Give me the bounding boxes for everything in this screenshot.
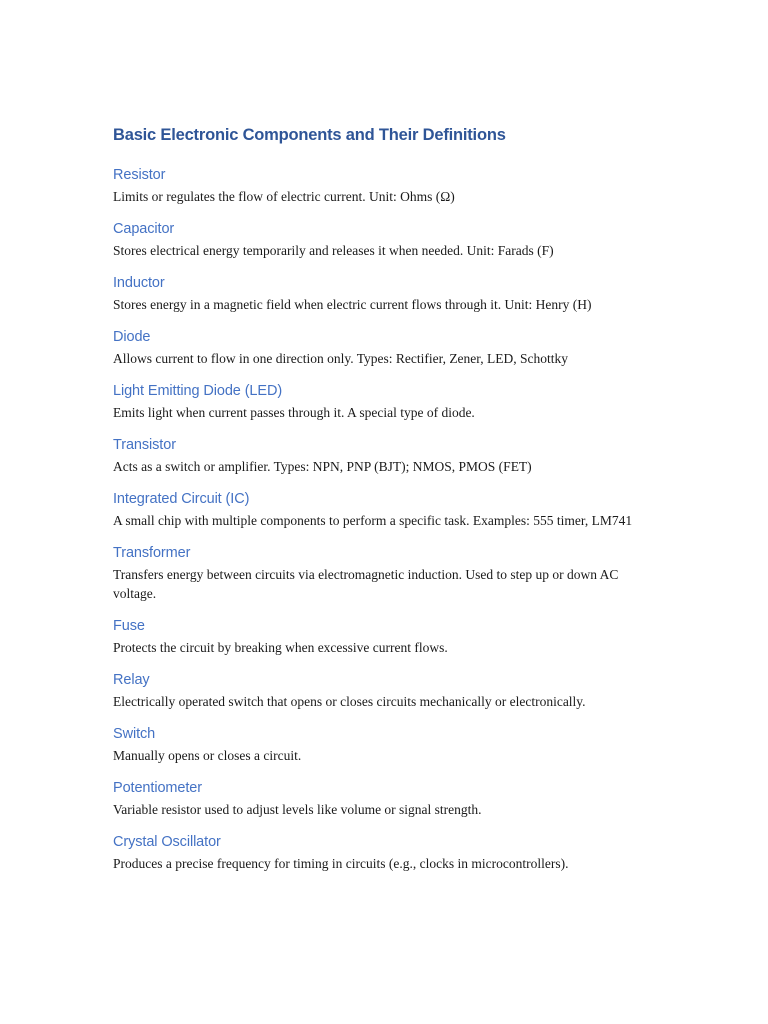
entry-transformer — [113, 543, 658, 603]
entry-relay — [113, 670, 658, 711]
entry-definition: Protects the circuit by breaking when excessive current flows. — [113, 640, 448, 655]
entry-heading: Fuse — [113, 618, 145, 634]
entry-definition: Emits light when current passes through it. A special type of diode. — [113, 405, 475, 420]
document-title: Basic Electronic Components and Their Definitions — [113, 126, 506, 144]
entry-heading: Integrated Circuit (IC) — [113, 491, 250, 507]
entry-crystal-oscillator — [113, 832, 658, 873]
entry-definition: Allows current to flow in one direction only. Types: Rectifier, Zener, LED, Schottky — [113, 351, 568, 366]
entry-switch — [113, 724, 658, 765]
entry-led — [113, 381, 658, 422]
entry-definition: Stores electrical energy temporarily and releases it when needed. Unit: Farads (F) — [113, 243, 554, 258]
entry-heading: Potentiometer — [113, 780, 202, 796]
entry-potentiometer — [113, 778, 658, 819]
entry-definition: Electrically operated switch that opens or closes circuits mechanically or electronically. — [113, 694, 586, 709]
entry-heading: Switch — [113, 726, 156, 742]
entry-heading: Resistor — [113, 167, 166, 183]
entry-definition: Produces a precise frequency for timing in circuits (e.g., clocks in microcontrollers). — [113, 856, 569, 871]
entry-heading: Inductor — [113, 275, 165, 291]
entry-definition: Variable resistor used to adjust levels like volume or signal strength. — [113, 802, 482, 817]
entry-definition: Limits or regulates the flow of electric current. Unit: Ohms (Ω) — [113, 189, 455, 204]
entry-integrated-circuit — [113, 489, 658, 530]
entry-heading: Transistor — [113, 437, 176, 453]
entry-heading: Crystal Oscillator — [113, 834, 221, 850]
entry-transistor — [113, 435, 658, 476]
entry-diode — [113, 327, 658, 368]
entry-heading: Light Emitting Diode (LED) — [113, 383, 283, 399]
entry-definition: Stores energy in a magnetic field when electric current flows through it. Unit: Henry (H) — [113, 297, 592, 312]
document-page — [113, 123, 658, 886]
entry-definition: Transfers energy between circuits via electromagnetic induction. Used to step up or down AC voltage. — [113, 567, 619, 601]
entry-inductor — [113, 273, 658, 314]
entry-definition: A small chip with multiple components to perform a specific task. Examples: 555 timer, LM741 — [113, 513, 633, 528]
entry-resistor — [113, 165, 658, 206]
entry-capacitor — [113, 219, 658, 260]
entry-definition: Acts as a switch or amplifier. Types: NPN, PNP (BJT); NMOS, PMOS (FET) — [113, 459, 532, 474]
entry-heading: Diode — [113, 329, 151, 345]
entry-fuse — [113, 616, 658, 657]
entry-definition: Manually opens or closes a circuit. — [113, 748, 302, 763]
entry-heading: Relay — [113, 672, 150, 688]
entry-heading: Transformer — [113, 545, 191, 561]
entry-heading: Capacitor — [113, 221, 175, 237]
